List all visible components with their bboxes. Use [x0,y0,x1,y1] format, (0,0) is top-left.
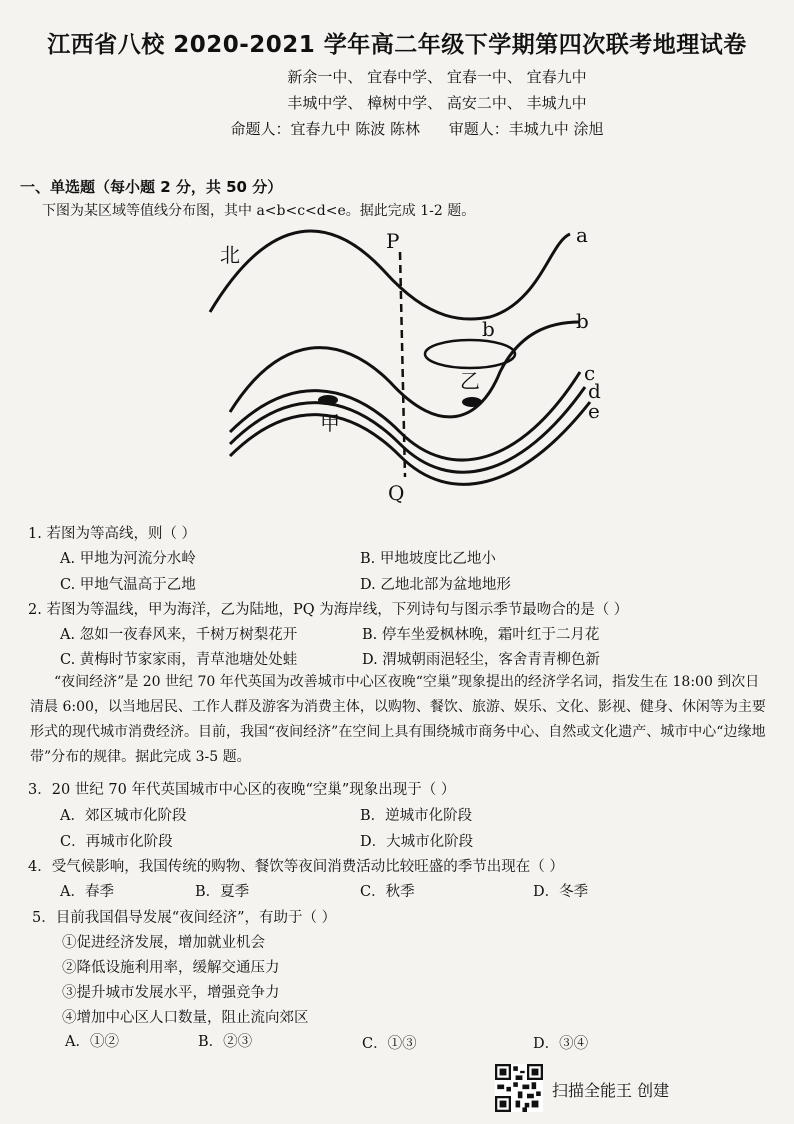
q-label: Q [388,481,405,505]
q1-option-c[interactable]: C. 甲地气温高于乙地 [60,577,196,593]
p-label: P [386,229,400,253]
question-1: 1. 若图为等高线，则（ ） [28,526,197,542]
q2-option-a[interactable]: A. 忽如一夜春风来，千树万树梨花开 [60,627,298,643]
q5-item-4: ④增加中心区人口数量，阻止流向郊区 [62,1010,309,1026]
q5-item-1: ①促进经济发展，增加就业机会 [62,935,265,951]
schools-row-1: 新余一中、 宜春中学、 宜春一中、 宜春九中 [287,68,587,86]
q5-option-d[interactable]: D．③④ [533,1036,589,1052]
q1-option-d[interactable]: D. 乙地北部为盆地地形 [360,577,511,593]
inner-ellipse [425,340,515,368]
schools-row-2: 丰城中学、 樟树中学、 高安二中、 丰城九中 [287,94,587,112]
q2-option-c[interactable]: C. 黄梅时节家家雨，青草池塘处处蛙 [60,652,298,668]
question-2: 2. 若图为等温线，甲为海洋，乙为陆地，PQ 为海岸线，下列诗句与图示季节最吻合的是（ ） [28,602,629,618]
question-3: 3．20 世纪 70 年代英国城市中心区的夜晚“空巢”现象出现于（ ） [28,782,456,798]
night-economy-passage: “夜间经济”是 20 世纪 70 年代英国为改善城市中心区夜晚“空巢”现象提出的经济学名词，指发生在 18:00 到次日清晨 6:00，以当地居民、工作人群及游客为消费主体，以购物、餐饮、旅游、娱乐、文化、影视、健身、休闲等为主要形式的现代城市消费经济。目前，我国“夜间经济”在空间上具有围绕城市商务中心、自然或文化遗产、城市中心“边缘地带”分布的规律。据此完成 3-5 题。 [30,674,766,765]
q2-option-d[interactable]: D. 渭城朝雨浥轻尘，客舍青青柳色新 [362,652,600,668]
q4-option-a[interactable]: A．春季 [60,884,114,900]
jia-marker [318,395,338,405]
qr-code-icon [495,1064,543,1112]
exam-title: 江西省八校 2020-2021 学年高二年级下学期第四次联考地理试卷 [47,32,747,58]
q4-option-d[interactable]: D．冬季 [533,884,589,900]
q5-option-b[interactable]: B．②③ [198,1034,253,1050]
q4-option-b[interactable]: B．夏季 [195,884,250,900]
reviewer-text: 审题人：丰城九中 涂旭 [448,120,604,138]
q4-option-c[interactable]: C．秋季 [360,884,415,900]
line-label-c: c [584,361,596,385]
q5-item-2: ②降低设施利用率，缓解交通压力 [62,960,280,976]
isoline-figure [190,222,710,512]
jia-label: 甲 [320,411,340,435]
yi-label: 乙 [460,369,480,393]
line-label-d: d [588,379,601,403]
q1-option-a[interactable]: A. 甲地为河流分水岭 [60,551,196,567]
q1-option-b[interactable]: B. 甲地坡度比乙地小 [360,551,496,567]
line-label-e: e [588,399,600,423]
q2-option-b[interactable]: B. 停车坐爱枫林晚，霜叶红于二月花 [362,627,600,643]
yi-marker [462,397,482,407]
q3-option-b[interactable]: B．逆城市化阶段 [360,808,473,824]
q3-option-d[interactable]: D．大城市化阶段 [360,834,474,850]
q3-option-a[interactable]: A．郊区城市化阶段 [60,808,187,824]
inner-b-label: b [482,317,495,341]
isoline-b [230,322,580,417]
line-label-b: b [576,309,589,333]
question-4: 4．受气候影响，我国传统的购物、餐饮等夜间消费活动比较旺盛的季节出现在（ ） [28,859,564,875]
q5-item-3: ③提升城市发展水平，增强竞争力 [62,985,280,1001]
scanner-watermark-text: 扫描全能王 创建 [552,1081,670,1100]
authors-line [0,118,794,139]
north-label: 北 [220,243,240,267]
q5-option-a[interactable]: A．①② [65,1034,119,1050]
figure-intro: 下图为某区域等值线分布图，其中 a<b<c<d<e。据此完成 1-2 题。 [42,203,476,219]
author-text: 命题人：宜春九中 陈波 陈林 [230,120,420,138]
line-label-a: a [576,223,588,247]
section-heading: 一、单选题（每小题 2 分，共 50 分） [20,178,283,196]
question-5: 5．目前我国倡导发展“夜间经济”，有助于（ ） [32,910,337,926]
q5-option-c[interactable]: C．①③ [362,1036,417,1052]
q3-option-c[interactable]: C．再城市化阶段 [60,834,173,850]
